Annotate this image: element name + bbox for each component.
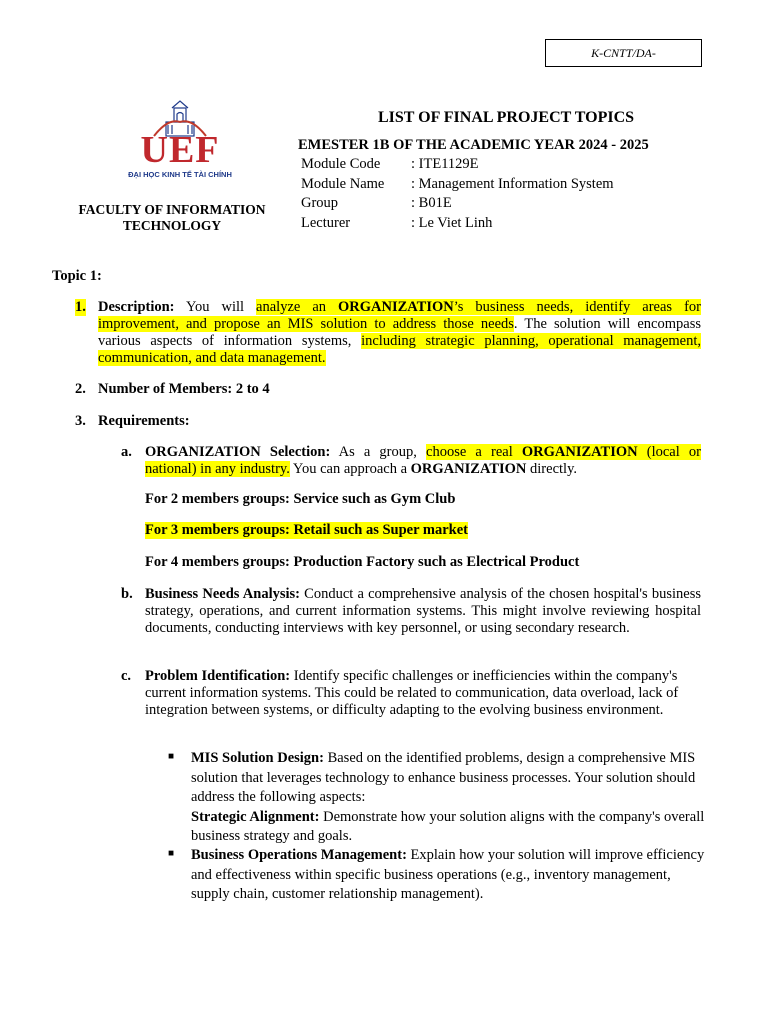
group-2-line: For 2 members groups: Service such as Gym Club xyxy=(145,491,456,507)
text-run: . The solution will encompass various aspects of information systems, xyxy=(98,316,701,349)
subitem-letter: c. xyxy=(121,668,132,684)
text-run: Demonstrate how your solution aligns with the company's overall business strategy and goals. xyxy=(191,808,705,844)
text-run: Explain how your solution will improve efficiency and effectiveness within specific business operations (e.g., inventory management, supply chain, customer relationship management). xyxy=(191,847,705,902)
info-label: Module Code xyxy=(301,156,381,172)
group-4-line: For 4 members groups: Production Factory such as Electrical Product xyxy=(145,554,580,570)
square-bullet-icon: ■ xyxy=(168,848,175,859)
info-row xyxy=(301,155,614,175)
item-number: 1. xyxy=(75,299,86,315)
info-row xyxy=(301,175,614,195)
highlight-run: analyze an xyxy=(256,299,338,315)
info-value: : Le Viet Linh xyxy=(411,214,493,231)
text-run: Identify specific challenges or inefficiencies within the company's current information systems. This could be related to communication, data overload, lack of integration between systems, or difficulty adapting to the evolving business environment. xyxy=(145,668,679,718)
page-title: LIST OF FINAL PROJECT TOPICS xyxy=(377,109,635,126)
group-3-line: For 3 members groups: Retail such as Super market xyxy=(145,522,469,538)
semester-line: EMESTER 1B OF THE ACADEMIC YEAR 2024 - 2025 xyxy=(298,137,649,153)
highlight-bold-run: ORGANIZATION xyxy=(521,444,638,460)
members-label: Number of Members: 2 to 4 xyxy=(98,381,270,397)
text-run: Conduct a comprehensive analysis of the chosen hospital's business strategy, operations, and current information systems. This might involve reviewing hospital documents, conducting interviews with key personnel, or using secondary research. xyxy=(145,586,701,636)
bullet-paragraph xyxy=(191,749,711,808)
text-run: As a group, xyxy=(330,444,427,460)
subitem-letter: b. xyxy=(121,586,133,602)
bold-run: ORGANIZATION xyxy=(410,461,527,477)
highlight-bold-run: ORGANIZATION xyxy=(338,299,454,315)
faculty-name: FACULTY OF INFORMATION TECHNOLOGY xyxy=(78,202,266,233)
logo-subtitle: ĐẠI HỌC KINH TẾ TÀI CHÍNH xyxy=(128,170,232,179)
problem-identification-paragraph xyxy=(145,668,685,719)
bullet-subparagraph xyxy=(191,808,711,847)
highlight-run: including strategic planning, operational management, communication, and data management. xyxy=(98,333,702,366)
logo-text: UEF xyxy=(140,129,220,171)
subitem-label: Problem Identification: xyxy=(145,668,291,684)
bullet-item xyxy=(191,846,711,905)
bullet-label: Business Operations Management: xyxy=(191,847,407,863)
item-number: 3. xyxy=(75,413,86,429)
highlight-run: choose a real xyxy=(426,444,522,460)
description-paragraph xyxy=(98,299,701,367)
info-value: : ITE1129E xyxy=(411,156,479,172)
text-run: Based on the identified problems, design a comprehensive MIS solution that leverages technology to enhance business processes. Your solution should address the following aspects: xyxy=(191,750,696,805)
item-number: 2. xyxy=(75,381,86,397)
business-needs-paragraph xyxy=(145,586,701,637)
highlight-run: (local or national) in any industry. xyxy=(145,444,701,477)
bullet-sub-label: Strategic Alignment: xyxy=(191,808,320,825)
text-run: You will xyxy=(174,299,257,315)
info-row xyxy=(301,194,614,214)
square-bullet-icon: ■ xyxy=(168,751,175,762)
info-value: : Management Information System xyxy=(411,175,614,192)
subitem-letter: a. xyxy=(121,444,132,460)
subitem-label: Business Needs Analysis: xyxy=(145,586,300,602)
info-row xyxy=(301,214,614,234)
highlight-run: ’s business needs, identify areas for improvement, and propose an MIS solution to address those needs xyxy=(98,299,701,332)
text-run: You can approach a xyxy=(289,461,411,477)
subitem-label: ORGANIZATION Selection: xyxy=(145,444,331,460)
organization-selection-paragraph xyxy=(145,444,701,478)
info-label: Module Name xyxy=(301,175,385,192)
bullet-label: MIS Solution Design: xyxy=(191,750,324,766)
bullet-item xyxy=(191,749,711,847)
text-run: directly. xyxy=(526,461,578,477)
info-label: Lecturer xyxy=(301,214,351,231)
module-info xyxy=(301,155,614,233)
document-code-box: K-CNTT/DA- xyxy=(545,39,702,67)
info-label: Group xyxy=(301,195,339,211)
info-value: : B01E xyxy=(411,195,452,211)
uef-logo xyxy=(118,100,242,182)
topic-heading: Topic 1: xyxy=(52,268,102,284)
requirements-label: Requirements: xyxy=(98,413,190,429)
bullet-paragraph xyxy=(191,846,711,905)
description-label: Description: xyxy=(98,299,175,315)
